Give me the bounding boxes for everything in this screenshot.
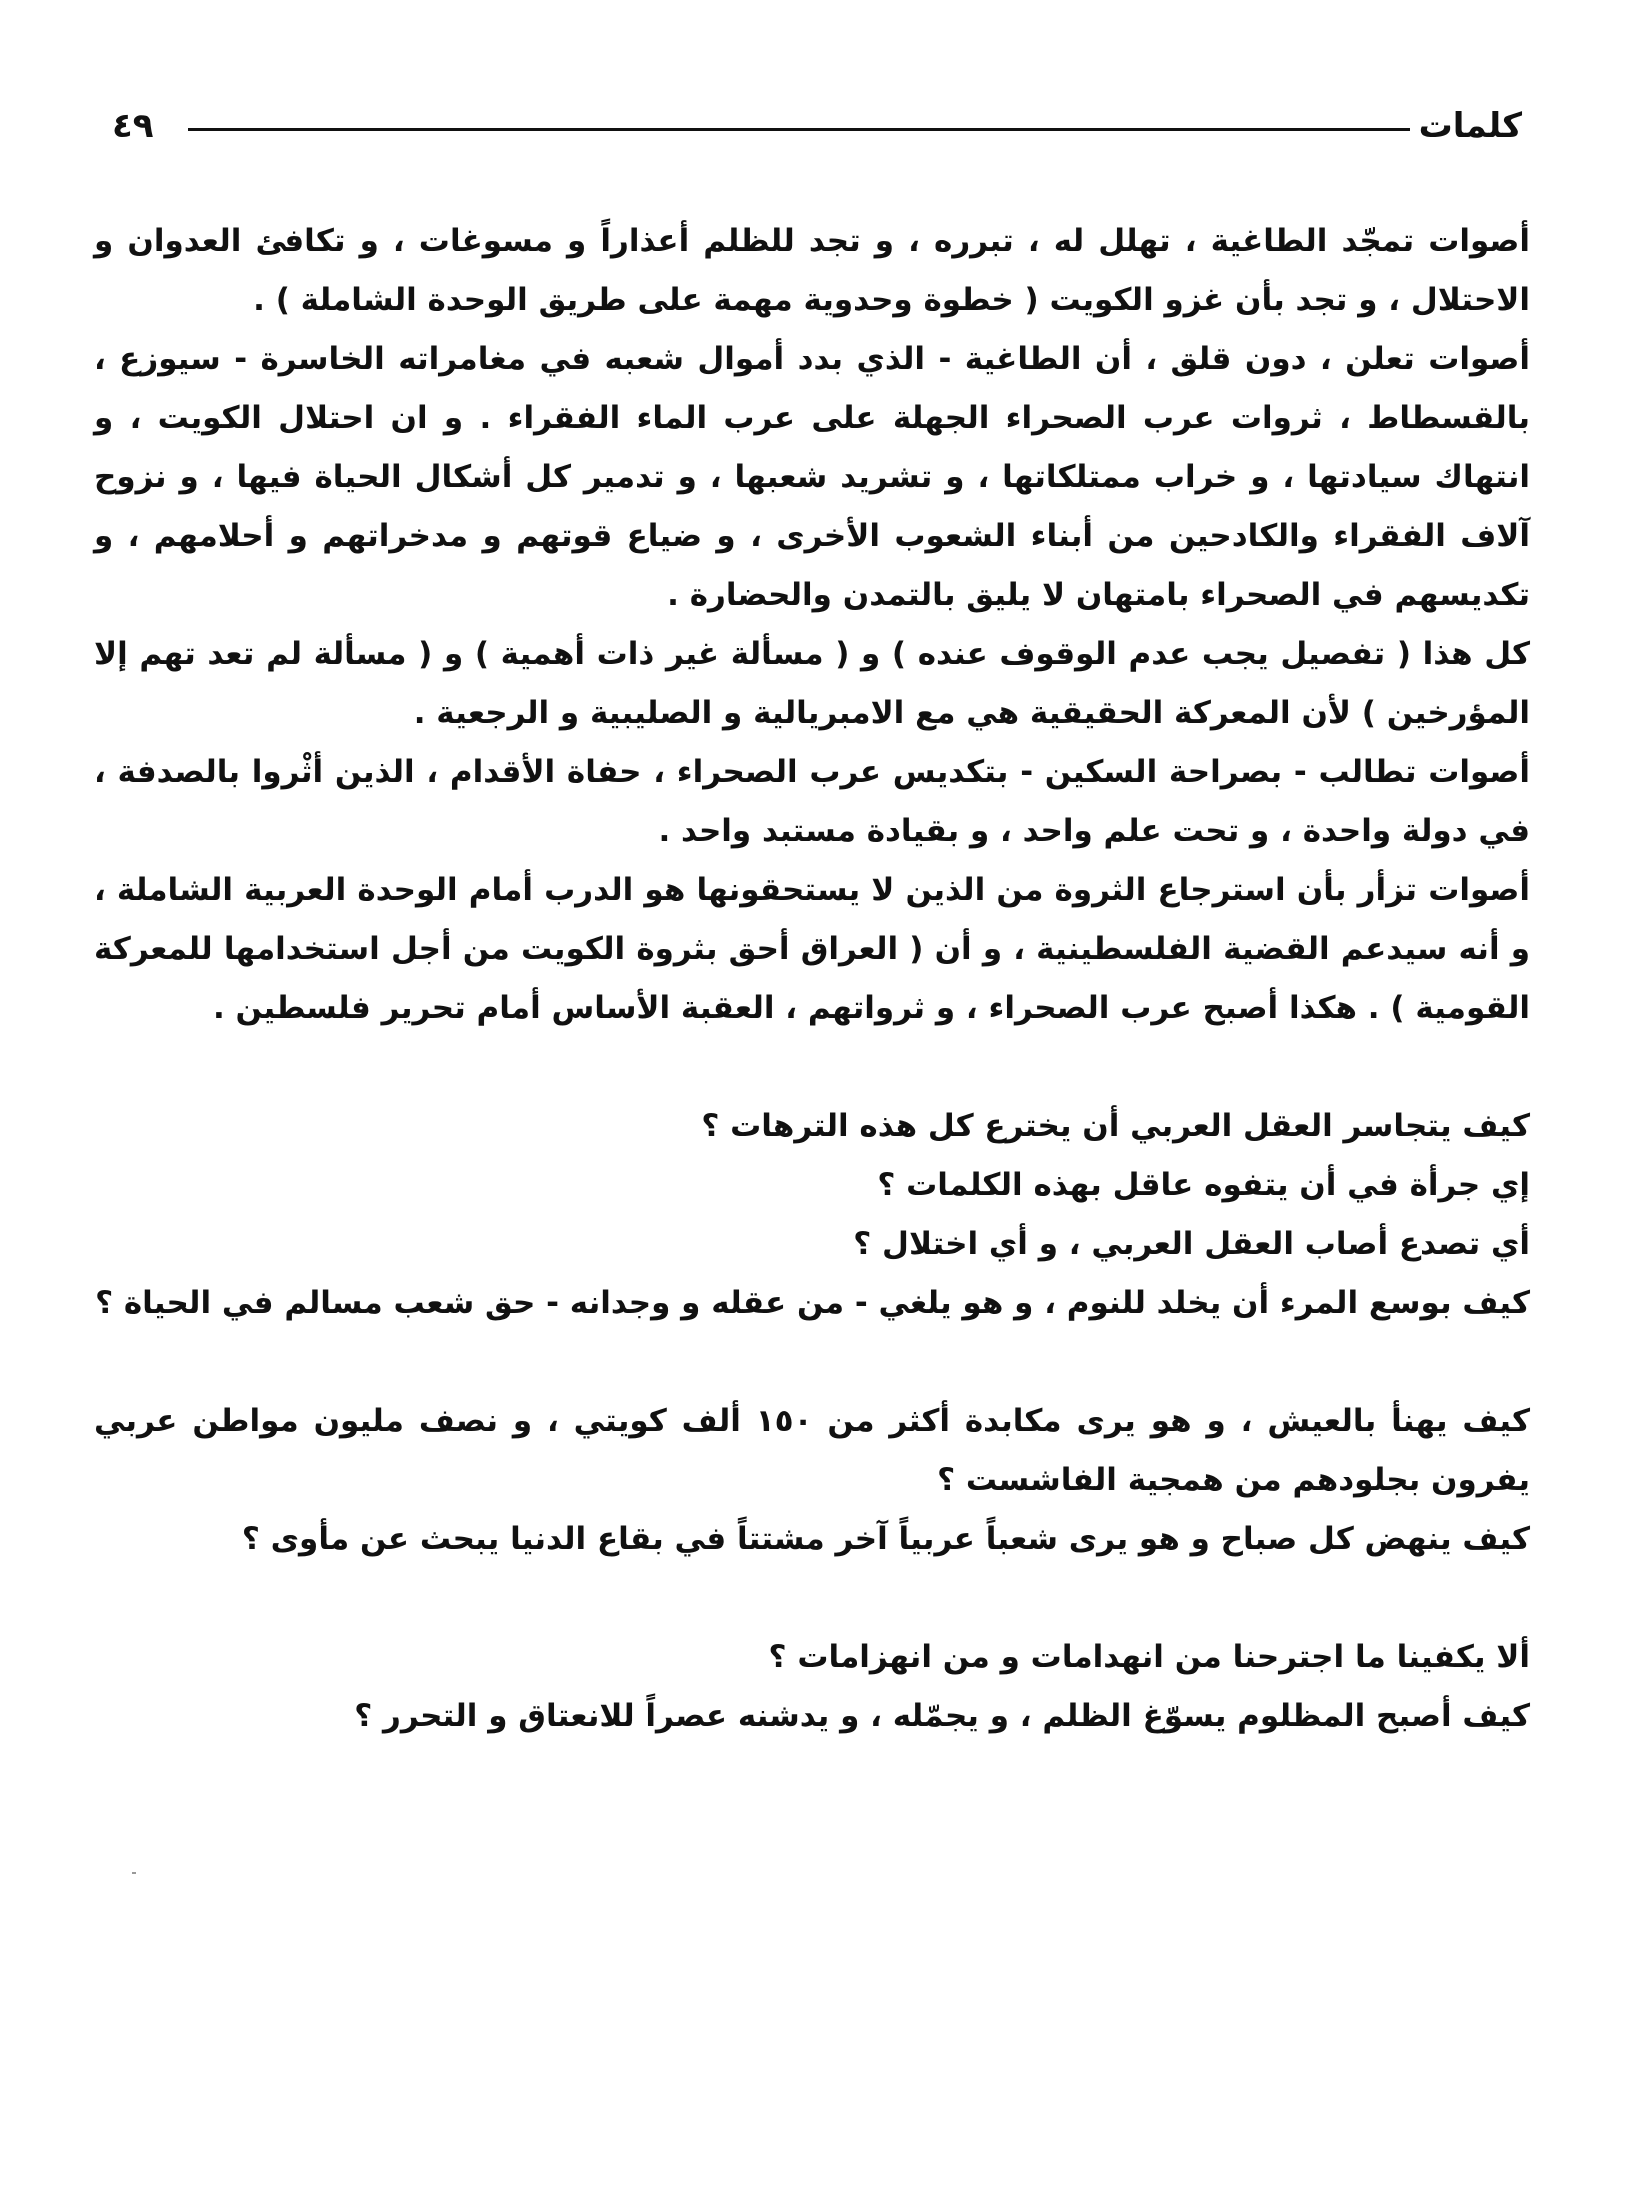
paragraph: أصوات تطالب - بصراحة السكين - بتكديس عرب الصحراء ، حفاة الأقدام ، الذين أثْروا بالصدفة ، في دولة واحدة ، و تحت علم واحد ، و بقيادة مستبد واحد . bbox=[94, 754, 1530, 849]
question-line: إي جرأة في أن يتفوه عاقل بهذه الكلمات ؟ bbox=[877, 1167, 1530, 1203]
section-gap bbox=[94, 1569, 1530, 1628]
question-line: كيف يتجاسر العقل العربي أن يخترع كل هذه الترهات ؟ bbox=[701, 1108, 1530, 1144]
paragraph: أصوات تعلن ، دون قلق ، أن الطاغية - الذي بدد أموال شعبه في مغامراته الخاسرة - سيوزع ، بالقسطاط ، ثروات عرب الصحراء الجهلة على عرب الماء الفقراء . و ان احتلال الكويت ، و انتهاك سيادتها ، و خراب ممتلكاتها ، و تشريد شعبها ، و تدمير كل أشكال الحياة فيها ، و نزوح آلاف الفقراء والكادحين من أبناء الشعوب الأخرى ، و ضياع قوتهم و مدخراتهم و أحلامهم ، و تكديسهم في الصحراء بامتهان لا يليق بالتمدن والحضارة . bbox=[94, 341, 1530, 613]
question-line: كيف بوسع المرء أن يخلد للنوم ، و هو يلغي - من عقله و وجدانه - حق شعب مسالم في الحياة ؟ bbox=[95, 1285, 1530, 1321]
question-line: كيف يهنأ بالعيش ، و هو يرى مكابدة أكثر من ١٥٠ ألف كويتي ، و نصف مليون مواطن عربي يفرون بجلودهم من همجية الفاشست ؟ bbox=[94, 1403, 1530, 1498]
header-rule bbox=[188, 128, 1410, 131]
page-header bbox=[112, 98, 1522, 154]
question-line: كيف ينهض كل صباح و هو يرى شعباً عربياً آخر مشتتاً في بقاع الدنيا يبحث عن مأوى ؟ bbox=[241, 1521, 1530, 1557]
section-gap bbox=[94, 1333, 1530, 1392]
running-title: كلمات bbox=[1418, 106, 1522, 146]
question-line: ألا يكفينا ما اجترحنا من انهدامات و من انهزامات ؟ bbox=[768, 1639, 1530, 1675]
paragraph: أصوات تمجّد الطاغية ، تهلل له ، تبرره ، و تجد للظلم أعذاراً و مسوغات ، و تكافئ العدوان و الاحتلال ، و تجد بأن غزو الكويت ( خطوة وحدوية مهمة على طريق الوحدة الشاملة ) . bbox=[94, 223, 1530, 318]
body-text bbox=[94, 212, 1530, 1746]
page-number: ٤٩ bbox=[112, 106, 154, 146]
paragraph: أصوات تزأر بأن استرجاع الثروة من الذين لا يستحقونها هو الدرب أمام الوحدة العربية الشاملة ، و أنه سيدعم القضية الفلسطينية ، و أن ( العراق أحق بثروة الكويت من أجل استخدامها للمعركة القومية ) . هكذا أصبح عرب الصحراء ، و ثرواتهم ، العقبة الأساس أمام تحرير فلسطين . bbox=[94, 872, 1530, 1026]
paragraph: كل هذا ( تفصيل يجب عدم الوقوف عنده ) و ( مسألة غير ذات أهمية ) و ( مسألة لم تعد تهم إلا المؤرخين ) لأن المعركة الحقيقية هي مع الامبريالية و الصليبية و الرجعية . bbox=[94, 636, 1530, 731]
question-line: أي تصدع أصاب العقل العربي ، و أي اختلال ؟ bbox=[853, 1226, 1530, 1262]
question-line: كيف أصبح المظلوم يسوّغ الظلم ، و يجمّله ، و يدشنه عصراً للانعتاق و التحرر ؟ bbox=[354, 1698, 1530, 1734]
scan-speck bbox=[132, 1872, 136, 1874]
section-gap bbox=[94, 1038, 1530, 1097]
